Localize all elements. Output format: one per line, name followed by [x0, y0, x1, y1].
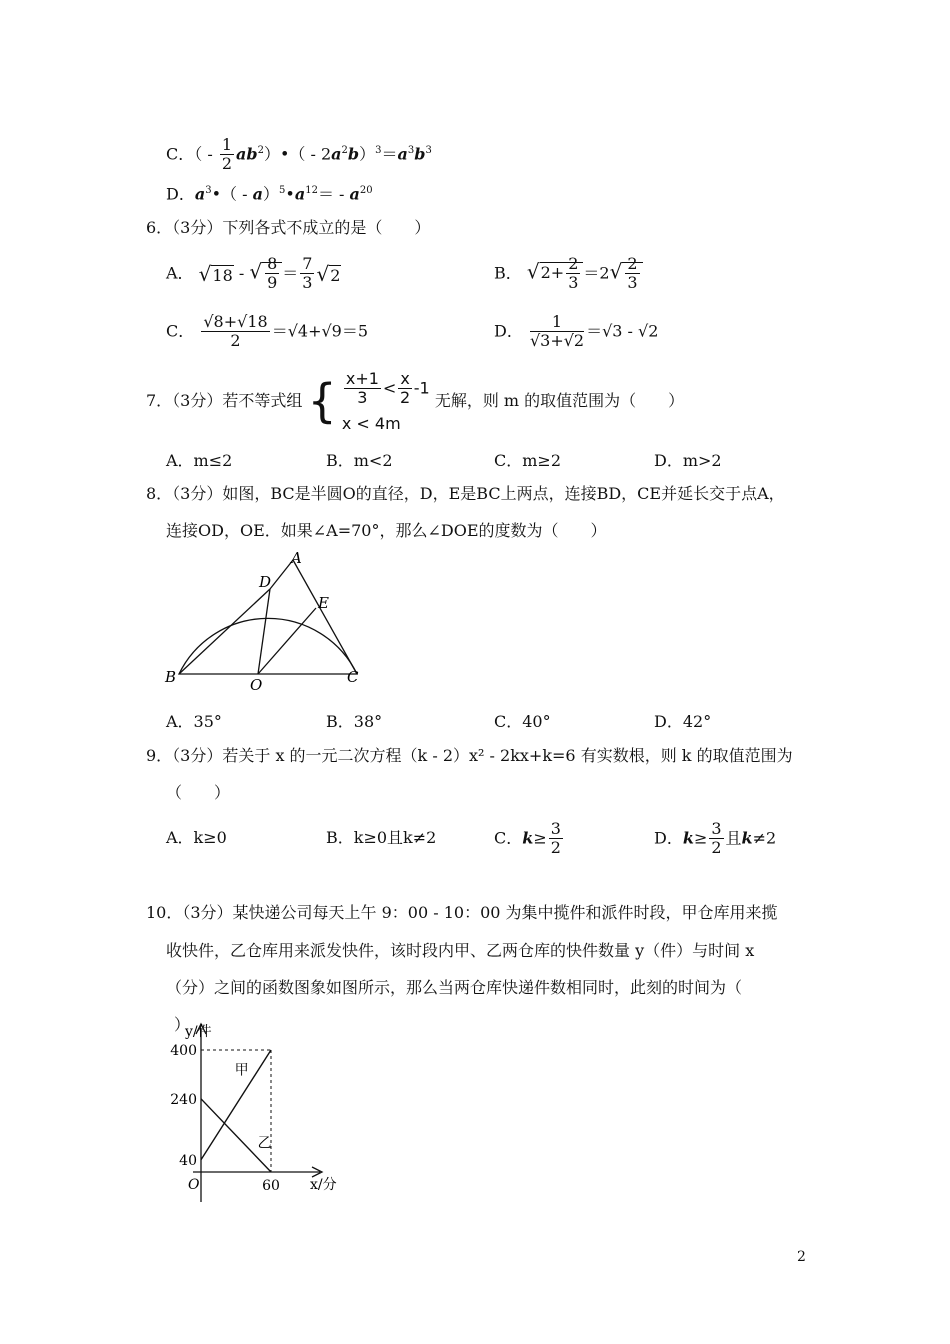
- q7-ineq1: $\frac{x+1}{3}$ < $\frac{x}{2}$ -1: [345, 369, 430, 408]
- q9-line1: 9．（3分）若关于 x 的一元二次方程（k - 2）x² - 2kx+k=6 有实数根，则 k 的取值范围为: [146, 746, 793, 765]
- q10-line1: 10．（3分）某快递公司每天上午 9：00 - 10：00 为集中揽件和派件时段，甲仓库用来揽: [146, 903, 778, 922]
- q8-line2: 连接OD，OE．如果∠A=70°，那么∠DOE的度数为（ ）: [166, 521, 607, 540]
- segment-bd: [179, 589, 270, 674]
- q10-line3: （分）之间的函数图象如图所示，那么当两仓库快递件数相同时，此刻的时间为（: [166, 978, 743, 997]
- q7-ineq2: x < 4m: [341, 413, 401, 433]
- q7-system: [342, 370, 430, 432]
- q8-option-b: B．38°: [326, 712, 383, 731]
- y-tick-label: 240: [170, 1091, 197, 1108]
- series-label-yi: 乙: [257, 1135, 272, 1152]
- segment-od: [258, 589, 270, 674]
- label-b: B: [165, 668, 177, 686]
- q7-stem: [146, 370, 684, 432]
- q6-option-b: B． √2+ $\frac{2}{3}$ ＝2√ $\frac{2}{3}$: [494, 255, 643, 293]
- chart-ticks: [170, 1043, 280, 1194]
- q5-d-label: D．: [166, 184, 195, 204]
- q8-option-d: D．42°: [654, 712, 712, 731]
- q7-option-a: A．m≤2: [166, 451, 233, 470]
- label-d: D: [259, 573, 272, 591]
- q7-option-d: D．m>2: [654, 451, 722, 470]
- q9-option-d: D．k≥ $\frac{3}{2}$ 且k≠2: [654, 819, 777, 858]
- series-label-jia: 甲: [234, 1062, 249, 1079]
- fraction-half: $\frac{1}{2}$: [221, 135, 233, 174]
- x-tick-label: 60: [262, 1178, 280, 1194]
- q6-c-label: C．: [166, 321, 195, 341]
- q7-option-b: B．m<2: [326, 451, 393, 470]
- label-a: A: [291, 549, 302, 567]
- q8-option-a: A．35°: [166, 712, 222, 731]
- y-tick-label: 400: [170, 1043, 197, 1059]
- q9-option-a: A．k≥0: [166, 828, 227, 847]
- q5-c-label: C．: [166, 144, 195, 164]
- q5-option-c: C．（ - $\frac{1}{2}$ $ab^2)•( - 2a^2b)^3=a^3b^3$: [166, 135, 432, 174]
- semicircle-figure: [160, 548, 370, 694]
- segment-da: [270, 560, 293, 589]
- q6-stem: 6．（3分）下列各式不成立的是（ ）: [146, 218, 431, 237]
- q6-d-label: D．: [494, 321, 523, 341]
- q9-option-c: C．k≥ $\frac{3}{2}$: [494, 819, 561, 858]
- q6-a-label: A．: [166, 263, 194, 283]
- function-graph: [160, 1020, 360, 1210]
- x-axis-label: x/分: [310, 1177, 337, 1193]
- q6-option-d: D． $\frac{1}{√3+√2}$ ＝√3 - √2: [494, 312, 659, 351]
- q7-stem-suffix: 无解，则 m 的取值范围为（ ）: [434, 390, 685, 410]
- q5-option-d: D．$a^3•$（ - $a)^5•a^{12}= - a^{20}$: [166, 184, 373, 204]
- q10-line2: 收快件，乙仓库用来派发快件，该时段内甲、乙两仓库的快件数量 y（件）与时间 x: [166, 941, 755, 960]
- q8-line1: 8．（3分）如图，BC是半圆O的直径，D，E是BC上两点，连接BD，CE并延长交于点A，: [146, 484, 785, 503]
- q6-option-a: A． √18 - √ $\frac{8}{9}$ ＝ $\frac{7}{3}$ √2: [166, 254, 341, 293]
- y-axis-label: y/件: [185, 1024, 212, 1040]
- y-tick-label: 40: [179, 1152, 197, 1169]
- page-number: 2: [797, 1249, 806, 1265]
- segment-ac: [293, 560, 357, 674]
- q7-option-c: C．m≥2: [494, 451, 562, 470]
- origin-label: O: [188, 1177, 200, 1193]
- label-c: C: [347, 668, 359, 686]
- q6-b-label: B．: [494, 263, 522, 283]
- q8-option-c: C．40°: [494, 712, 551, 731]
- q6-option-c: C． $\frac{√8+√18}{2}$ ＝√4+√9＝5: [166, 312, 369, 351]
- label-o: O: [250, 676, 263, 694]
- left-brace: {: [307, 373, 337, 428]
- q9-option-b: B．k≥0且k≠2: [326, 828, 437, 847]
- q9-line2: （ ）: [166, 783, 231, 802]
- chart-series: [201, 1050, 272, 1172]
- label-e: E: [318, 594, 329, 612]
- q10-line4: ）: [174, 1015, 191, 1034]
- q7-stem-prefix: 7．（3分）若不等式组: [146, 390, 303, 410]
